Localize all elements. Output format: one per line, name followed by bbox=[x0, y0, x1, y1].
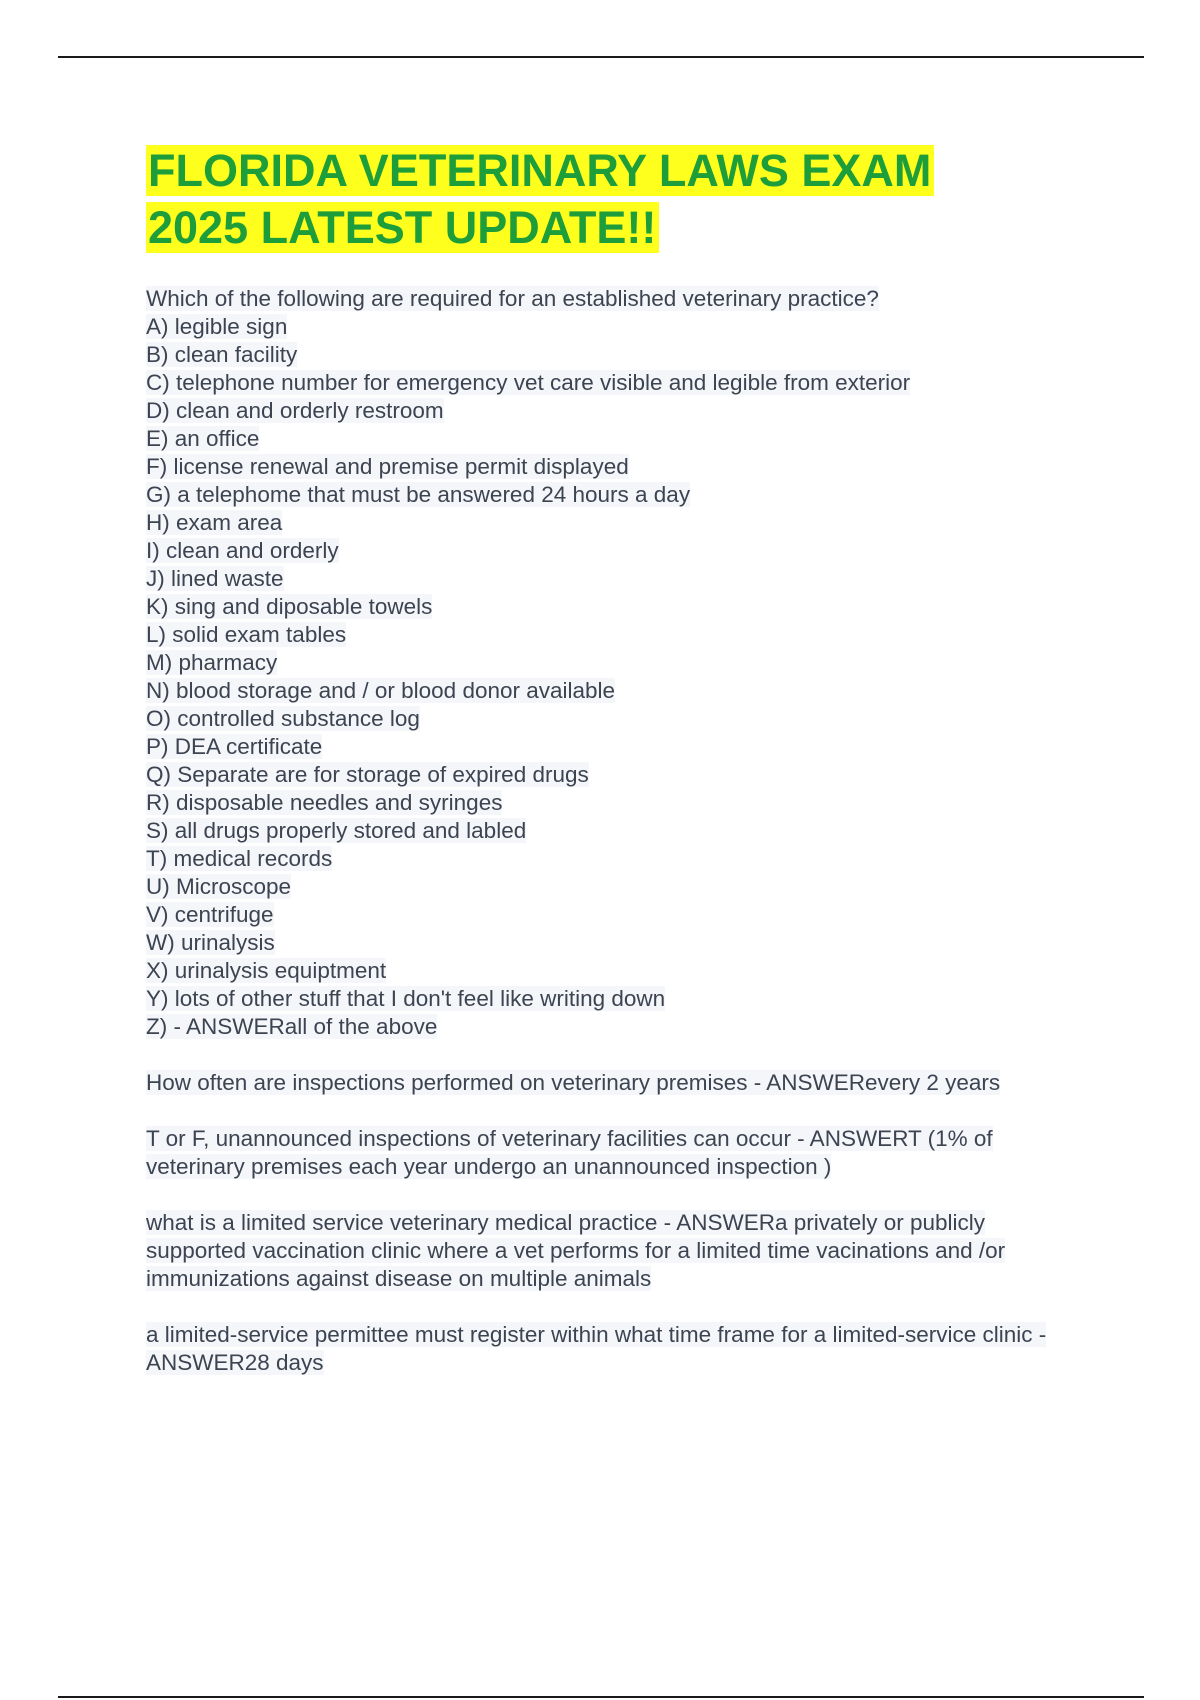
option-item: B) clean facility bbox=[146, 342, 298, 367]
footer-rule bbox=[58, 1696, 1144, 1698]
option-item: I) clean and orderly bbox=[146, 538, 339, 563]
qa-paragraphs bbox=[146, 1069, 1086, 1377]
option-item: A) legible sign bbox=[146, 314, 288, 339]
qa-paragraph: How often are inspections performed on veterinary premises - ANSWERevery 2 years bbox=[146, 1070, 1001, 1095]
option-item: K) sing and diposable towels bbox=[146, 594, 433, 619]
option-item: E) an office bbox=[146, 426, 260, 451]
option-item: V) centrifuge bbox=[146, 902, 274, 927]
qa-paragraph: what is a limited service veterinary medical practice - ANSWERa privately or publicly supported vaccination clinic where a vet performs for a limited time vacinations and /or immunizations against disease on multiple animals bbox=[146, 1210, 1006, 1291]
option-item: S) all drugs properly stored and labled bbox=[146, 818, 527, 843]
option-item: L) solid exam tables bbox=[146, 622, 347, 647]
qa-paragraph: a limited-service permittee must register within what time frame for a limited-service clinic - ANSWER28 days bbox=[146, 1322, 1047, 1375]
option-item: M) pharmacy bbox=[146, 650, 278, 675]
option-item: Q) Separate are for storage of expired drugs bbox=[146, 762, 589, 787]
header-rule bbox=[58, 56, 1144, 58]
option-item: G) a telephome that must be answered 24 hours a day bbox=[146, 482, 691, 507]
document-title bbox=[146, 142, 1086, 256]
option-item: F) license renewal and premise permit displayed bbox=[146, 454, 629, 479]
option-item: R) disposable needles and syringes bbox=[146, 790, 503, 815]
option-item: Z) - ANSWERall of the above bbox=[146, 1014, 438, 1039]
option-item: P) DEA certificate bbox=[146, 734, 323, 759]
option-item: N) blood storage and / or blood donor available bbox=[146, 678, 616, 703]
option-item: X) urinalysis equiptment bbox=[146, 958, 387, 983]
option-item: W) urinalysis bbox=[146, 930, 275, 955]
option-item: T) medical records bbox=[146, 846, 333, 871]
option-item: J) lined waste bbox=[146, 566, 284, 591]
document-body bbox=[146, 142, 1086, 1377]
option-item: O) controlled substance log bbox=[146, 706, 420, 731]
option-item: C) telephone number for emergency vet care visible and legible from exterior bbox=[146, 370, 911, 395]
option-item: Y) lots of other stuff that I don't feel like writing down bbox=[146, 986, 666, 1011]
option-item: H) exam area bbox=[146, 510, 283, 535]
option-item: U) Microscope bbox=[146, 874, 292, 899]
title-line-1: FLORIDA VETERINARY LAWS EXAM bbox=[146, 145, 934, 196]
question-prompt: Which of the following are required for an established veterinary practice? bbox=[146, 286, 879, 311]
question-block bbox=[146, 285, 1086, 1041]
option-item: D) clean and orderly restroom bbox=[146, 398, 444, 423]
title-line-2: 2025 LATEST UPDATE!! bbox=[146, 202, 659, 253]
qa-paragraph: T or F, unannounced inspections of veterinary facilities can occur - ANSWERT (1% of veterinary premises each year undergo an unannounced inspection ) bbox=[146, 1126, 993, 1179]
option-list bbox=[146, 313, 1086, 1041]
